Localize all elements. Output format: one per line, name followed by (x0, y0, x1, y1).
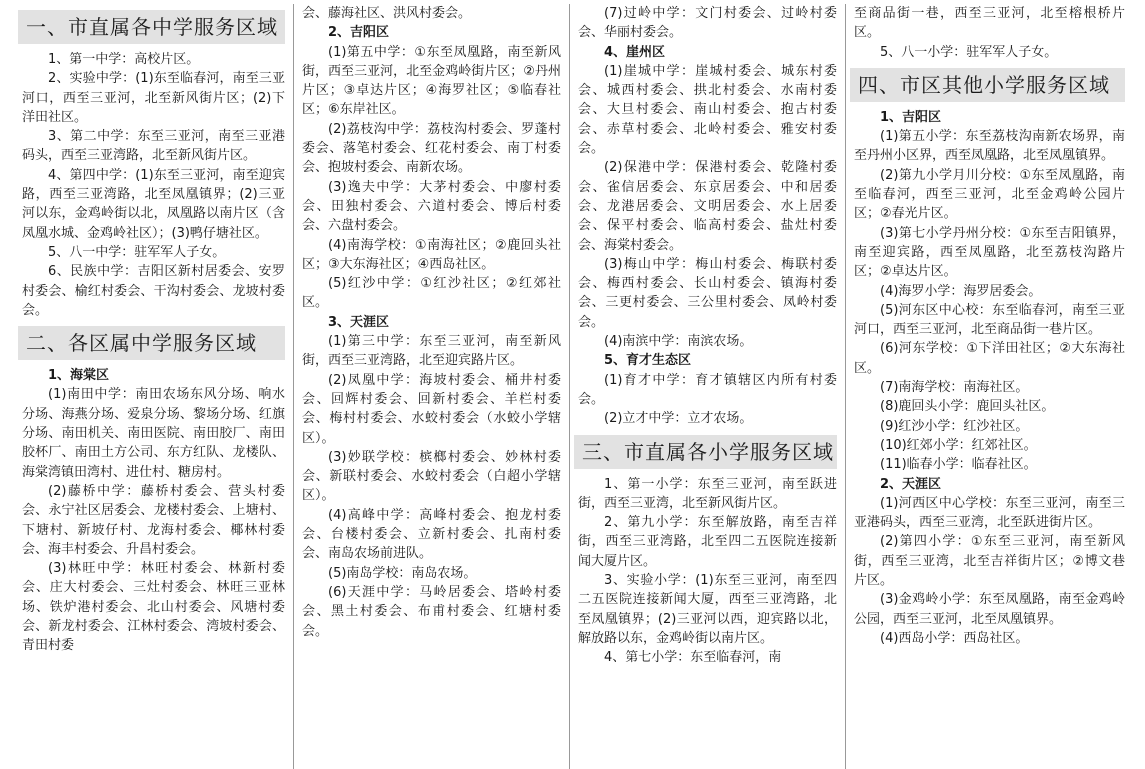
paragraph: (3)妙联学校：槟榔村委会、妙林村委会、新联村委会、水蛟村委会（白超小学辖区）。 (302, 449, 561, 504)
section-heading: 三、市直属各小学服务区域 (574, 435, 837, 469)
paragraph: (2)第四小学：①东至三亚河，南至新风街，西至三亚湾，北至吉祥街片区；②博文巷片区。 (854, 534, 1125, 589)
district-subheading: 5、育才生态区 (604, 353, 692, 369)
paragraph: (2)保港中学：保港村委会、乾隆村委会、雀信居委会、东京居委会、中和居委会、龙港居委会、文明居委会、水上居委会、保平村委会、临高村委会、盐灶村委会、海棠村委会。 (578, 160, 837, 253)
paragraph: 6、民族中学：吉阳区新村居委会、安罗村委会、榆红村委会、干沟村委会、龙坡村委会。 (22, 264, 285, 318)
paragraph: 3、实验小学：(1)东至三亚河，南至四二五医院连接新闻大厦，西至三亚湾路，北至凤凰镇界；(2)三亚河以西，迎宾路以北，解放路以东，金鸡岭街以南片区。 (578, 573, 837, 646)
paragraph: (5)南岛学校：南岛农场。 (328, 565, 477, 581)
paragraph: 5、八一小学：驻军军人子女。 (880, 44, 1058, 60)
paragraph: 2、第九小学：东至解放路，南至吉祥街，西至三亚湾路，北至四二五医院连接新闻大厦片区。 (578, 515, 837, 569)
paragraph: (1)第五中学：①东至凤凰路，南至新风街，西至三亚河，北至金鸡岭街片区；②丹州片区；③卓达片区；④海罗社区；⑤临春社区；⑥东岸社区。 (302, 44, 561, 118)
paragraph: (9)红沙小学：红沙社区。 (880, 418, 1029, 434)
paragraph: (1)第三中学：东至三亚河，南至新风街，西至三亚湾路，北至迎宾路片区。 (302, 334, 561, 369)
paragraph: 1、第一小学：东至三亚河，南至跃进街，西至三亚湾，北至新风街片区。 (578, 476, 837, 511)
district-subheading: 1、海棠区 (48, 368, 110, 384)
section-heading: 一、市直属各中学服务区域 (18, 10, 285, 44)
paragraph: (11)临春小学：临春社区。 (880, 457, 1037, 473)
continued-paragraph: 至商品街一巷，西至三亚河，北至榕根桥片区。 (854, 6, 1125, 41)
column-2 (293, 4, 569, 769)
paragraph: (3)第七小学丹州分校：①东至吉阳镇界，南至迎宾路，西至凤凰路，北至荔枝沟路片区；②卓达片区。 (854, 225, 1125, 280)
district-subheading: 2、天涯区 (880, 476, 942, 492)
paragraph: (1)育才中学：育才镇辖区内所有村委会。 (578, 372, 837, 407)
paragraph: 4、第四中学：(1)东至三亚河，南至迎宾路，西至三亚湾路，北至凤凰镇界；(2)三亚河以东，金鸡岭街以北，凤凰路以南片区（含凤凰水城、金鸡岭社区）；(3)鸭仔塘社区。 (22, 167, 285, 241)
column-3 (569, 4, 845, 769)
section-heading: 二、各区属中学服务区域 (18, 326, 285, 360)
paragraph: (10)红郊小学：红郊社区。 (880, 437, 1037, 453)
paragraph: (2)立才中学：立才农场。 (604, 411, 753, 427)
continued-paragraph: 会、藤海社区、洪风村委会。 (302, 6, 472, 21)
paragraph: (2)荔枝沟中学：荔枝沟村委会、罗蓬村委会、落笔村委会、红花村委会、南丁村委会、抱坡村委会、南新农场。 (302, 121, 561, 176)
paragraph: (5)红沙中学：①红沙社区；②红郊社区。 (302, 276, 561, 311)
paragraph: (3)林旺中学：林旺村委会、林新村委会、庄大村委会、三灶村委会、林旺三亚林场、铁炉港村委会、北山村委会、风塘村委会、新龙村委会、江林村委会、湾坡村委会、青田村委 (22, 561, 285, 654)
paragraph: (4)南海学校：①南海社区；②鹿回头社区；③大东海社区；④西岛社区。 (302, 237, 561, 272)
paragraph: 1、第一中学：高校片区。 (48, 52, 200, 67)
paragraph: (6)河东学校：①下洋田社区；②大东海社区。 (854, 341, 1125, 376)
paragraph: 3、第二中学：东至三亚河，南至三亚港码头，西至三亚湾路，北至新风街片区。 (22, 129, 285, 164)
column-4 (845, 4, 1133, 769)
paragraph: (3)逸夫中学：大茅村委会、中廖村委会、田独村委会、六道村委会、博后村委会、六盘村委会。 (302, 179, 561, 234)
district-subheading: 1、吉阳区 (880, 109, 942, 125)
section-heading: 四、市区其他小学服务区域 (850, 68, 1125, 102)
paragraph: (1)南田中学：南田农场东风分场、响水分场、海燕分场、爱泉分场、黎场分场、红旗分场、南田机关、南田医院、南田胶厂、南田胶杯厂、南田土方公司、东方红队、龙楼队、海棠湾镇田湾村、进仕村、糖房村。 (22, 387, 285, 480)
district-subheading: 3、天涯区 (328, 314, 390, 330)
paragraph: (2)藤桥中学：藤桥村委会、营头村委会、永宁社区居委会、龙楼村委会、上塘村、下塘村、新坡仔村、龙海村委会、椰林村委会、海丰村委会、升昌村委会。 (22, 483, 285, 557)
paragraph: 4、第七小学：东至临春河，南 (604, 650, 782, 666)
paragraph: (1)崖城中学：崖城村委会、城东村委会、城西村委会、拱北村委会、水南村委会、大旦村委会、南山村委会、抱古村委会、赤草村委会、北岭村委会、雅安村委会。 (578, 63, 837, 157)
column-1 (14, 4, 293, 769)
paragraph: (2)第九小学月川分校：①东至凤凰路，南至临春河，西至三亚河，北至金鸡岭公园片区；②春光片区。 (854, 167, 1125, 222)
paragraph: 5、八一中学：驻军军人子女。 (48, 244, 226, 260)
paragraph: (4)西岛小学：西岛社区。 (880, 630, 1029, 646)
paragraph: (4)南滨中学：南滨农场。 (604, 334, 753, 350)
paragraph: (6)天涯中学：马岭居委会、塔岭村委会、黑土村委会、布甫村委会、红塘村委会。 (302, 584, 561, 639)
district-subheading: 4、崖州区 (604, 44, 666, 60)
paragraph: 2、实验中学：(1)东至临春河，南至三亚河口，西至三亚河，北至新风街片区；(2)下洋田社区。 (22, 71, 285, 125)
paragraph: (8)鹿回头小学：鹿回头社区。 (880, 399, 1055, 415)
paragraph: (5)河东区中心校：东至临春河，南至三亚河口，西至三亚河，北至商品街一巷片区。 (854, 302, 1125, 338)
paragraph: (3)金鸡岭小学：东至凤凰路，南至金鸡岭公园，西至三亚河，北至凤凰镇界。 (854, 592, 1125, 627)
paragraph: (1)河西区中心学校：东至三亚河，南至三亚港码头，西至三亚湾，北至跃进街片区。 (854, 495, 1125, 531)
paragraph: (7)南海学校：南海社区。 (880, 380, 1029, 396)
paragraph: (1)第五小学：东至荔枝沟南新农场界，南至丹州小区界，西至凤凰路，北至凤凰镇界。 (854, 129, 1125, 164)
paragraph: (4)高峰中学：高峰村委会、抱龙村委会、台楼村委会、立新村委会、扎南村委会、南岛农场前进队。 (302, 507, 561, 562)
paragraph: (7)过岭中学：文门村委会、过岭村委会、华丽村委会。 (578, 6, 837, 41)
district-subheading: 2、吉阳区 (328, 25, 390, 41)
paragraph: (4)海罗小学：海罗居委会。 (880, 283, 1042, 299)
paragraph: (3)梅山中学：梅山村委会、梅联村委会、梅西村委会、长山村委会、镇海村委会、三更村委会、三公里村委会、凤岭村委会。 (578, 256, 837, 330)
paragraph: (2)凤凰中学：海坡村委会、桶井村委会、回辉村委会、回新村委会、羊栏村委会、梅村村委会、水蛟村委会（水蛟小学辖区）。 (302, 372, 561, 446)
